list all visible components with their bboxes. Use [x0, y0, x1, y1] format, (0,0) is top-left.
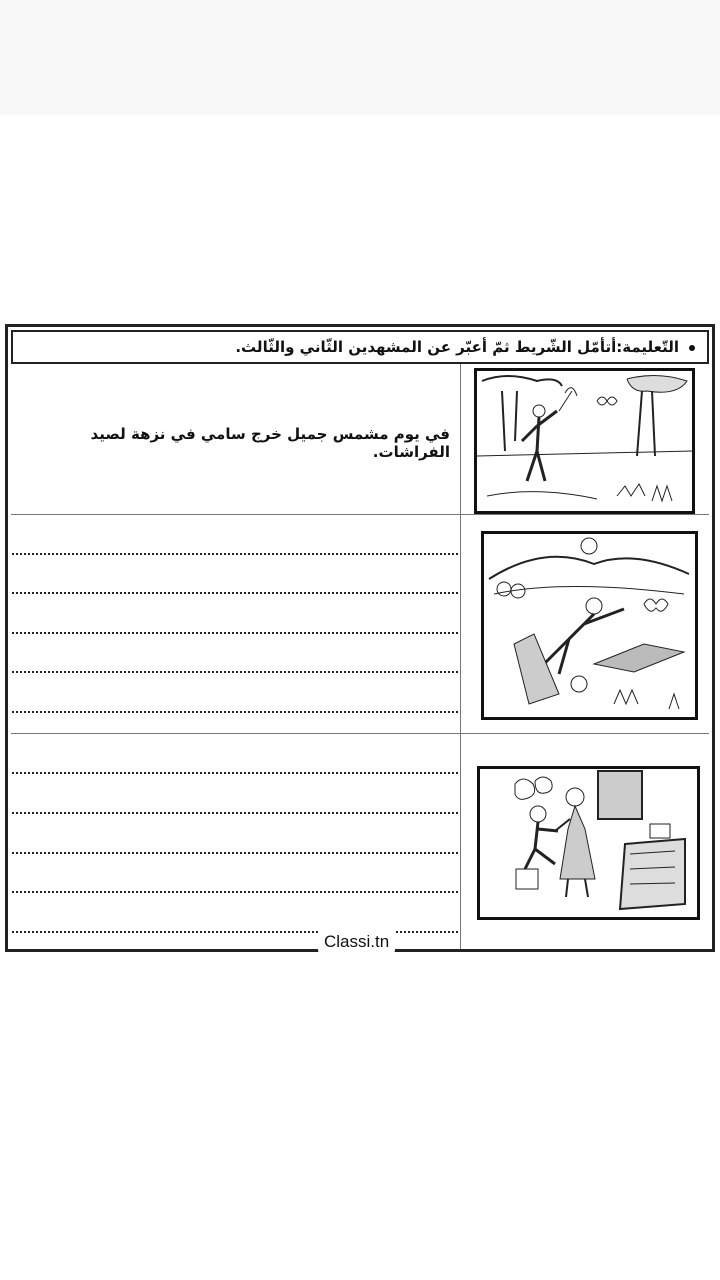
- writing-line-6: [12, 772, 458, 774]
- worksheet: [5, 324, 715, 952]
- boy-with-butterfly-net-icon: [477, 371, 692, 511]
- writing-line-2: [12, 592, 458, 594]
- watermark: Classi.tn: [318, 930, 395, 954]
- writing-line-3: [12, 632, 458, 634]
- instruction-bar: [11, 330, 709, 364]
- scene1-sentence: في يوم مشمس جميل خرج سامي في نزهة لصيد الفراشات.: [90, 425, 450, 461]
- writing-line-7: [12, 812, 458, 814]
- writing-line-4: [12, 671, 458, 673]
- scene1-picture: [474, 368, 695, 514]
- instruction-text: التّعليمة:أتأمّل الشّريط ثمّ أعبّر عن المشهدين الثّاني والثّالث.: [235, 338, 679, 356]
- boy-and-grandmother-icon: [480, 769, 697, 917]
- bullet-icon: [689, 345, 695, 351]
- scene3-picture: [477, 766, 700, 920]
- writing-line-5: [12, 711, 458, 713]
- writing-line-1: [12, 553, 458, 555]
- boy-falling-net-icon: [484, 534, 695, 717]
- scene2-picture: [481, 531, 698, 720]
- writing-line-9: [12, 891, 458, 893]
- top-background: [0, 0, 720, 115]
- writing-line-8: [12, 852, 458, 854]
